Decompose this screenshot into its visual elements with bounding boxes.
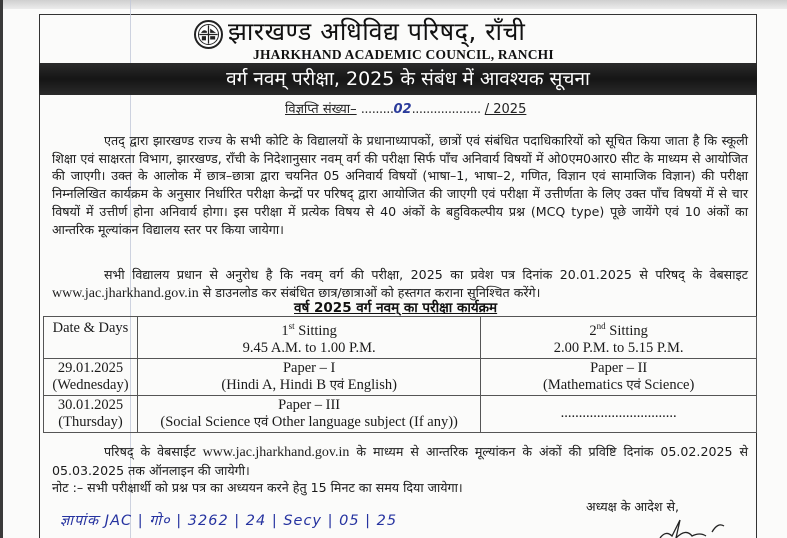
row-day: (Thursday) xyxy=(58,413,123,430)
row-date: 29.01.2025 xyxy=(57,359,124,376)
header-date-days-label: Date & Days xyxy=(52,320,129,337)
sitting-1-number: 1 xyxy=(281,322,289,339)
admit-card-text-2: से डाउनलोड कर संबंधित छात्र/छात्राओं को हस्तगत कराना सुनिश्चित करेंगे। xyxy=(198,284,541,300)
exam-schedule-table xyxy=(43,316,757,433)
paper-subjects-and: एवं xyxy=(329,377,345,393)
header-sitting-1 xyxy=(137,317,480,359)
row-sitting-1-cell xyxy=(137,358,480,395)
paragraph-exam-info: एतद् द्वारा झारखण्ड राज्य के सभी कोटि के विद्यालयों के प्रधानाध्यापकों, छात्रों एवं संबंधित पदाधिकारियों को सूचित किया जाता है कि स्कूली शिक्षा एवं साक्षरता विभाग, झारखण्ड, राँची के निदेशानुसार नवम् वर्ग की परीक्षा सिर्फ पाँच अनिवार्य विषयों में ओ0एम0आर0 सीट के माध्यम से आयोजित की जाएगी। उक्त के आलोक में छात्र–छात्रा द्वारा चयनित 05 अनिवार्य विषयों (भाषा–1, भाषा–2, गणित, विज्ञान एवं सामाजिक विज्ञान) की परीक्षा निम्नलिखित कार्यक्रम के अनुसार निर्धारित परीक्षा केन्द्रों पर परिषद् द्वारा आयोजित की जाएगी एवं परीक्षा में उत्तीर्णता के लिए उक्त पाँच विषयों में से चार विषयों में उत्तीर्ण होना अनिवार्य होगा। इस परीक्षा में प्रत्येक विषय से 40 अंकों के बहुविकल्पीय प्रश्न (MCQ type) पूछे जायेंगे एवं 10 अंकों का आन्तरिक मूल्यांकन विद्यालय स्तर पर किया जायेगा। xyxy=(52,133,748,237)
website-link[interactable]: www.jac.jharkhand.gov.in xyxy=(52,285,199,301)
header-sitting-2 xyxy=(481,317,757,359)
paper-subjects-a: (Hindi A, Hindi B xyxy=(221,376,330,393)
council-name-hindi: झारखण्ड अधिविद्य परिषद्, राँची xyxy=(228,17,526,46)
council-name-english: JHARKHAND ACADEMIC COUNCIL, RANCHI xyxy=(253,47,554,62)
row-sitting-2-cell xyxy=(481,358,757,395)
notice-number-year: / 2025 xyxy=(484,102,527,117)
viewer-top-edge xyxy=(0,0,787,9)
row-sitting-2-cell xyxy=(481,395,757,432)
row-date-cell xyxy=(44,395,138,432)
sitting-1-label: Sitting xyxy=(294,322,337,339)
signature-icon xyxy=(652,518,732,538)
sitting-2-label: Sitting xyxy=(605,322,648,339)
website-link[interactable]: www.jac.jharkhand.gov.in xyxy=(202,445,350,460)
paper-subjects-a: (Social Science xyxy=(160,413,254,430)
paper-name: Paper – II xyxy=(590,359,648,376)
sitting-1-time: 9.45 A.M. to 1.00 P.M. xyxy=(242,339,376,356)
admit-card-text-1: सभी विद्यालय प्रधान से अनुरोध है कि नवम् वर्ग की परीक्षा, 2025 का प्रवेश पत्र दिनांक 20.01.2025 से परिषद् के वेबसाइट xyxy=(104,267,748,282)
notice-title-banner: वर्ग नवम् परीक्षा, 2025 के संबंध में आवश्यक सूचना xyxy=(39,63,757,95)
row-date-cell xyxy=(44,358,138,395)
empty-placeholder: ................................ xyxy=(560,405,677,422)
internal-text-1: परिषद् के वेबसाईट xyxy=(104,444,203,459)
paper-subjects-b: Other language subject (If any)) xyxy=(268,413,458,430)
order-text: अध्यक्ष के आदेश से, xyxy=(586,499,680,514)
memo-number-handwritten: ज्ञापांक JAC | गो० | 3262 | 24 | Secy | 05 | 25 xyxy=(60,513,398,529)
notice-number xyxy=(285,99,526,117)
sitting-2-number: 2 xyxy=(589,322,597,339)
council-emblem-icon xyxy=(194,20,223,49)
row-date: 30.01.2025 xyxy=(57,396,124,413)
notice-number-dots: ......... xyxy=(360,102,394,117)
notice-number-dots: ................... xyxy=(411,102,481,117)
paper-subjects-and: एवं xyxy=(626,377,641,393)
paper-subjects-b: English) xyxy=(344,376,397,393)
internal-text-2: के माध्यम से आन्तरिक मूल्यांकन के अंकों की प्रविष्टि दिनांक 05.02.2025 से 05.03.2025 तक ऑनलाइन की जायेगी। xyxy=(52,444,748,478)
header-date-days xyxy=(44,317,138,359)
paper-subjects-and: एवं xyxy=(253,414,269,430)
paper-name: Paper – III xyxy=(278,396,341,413)
notice-number-value: 02 xyxy=(393,102,412,117)
row-sitting-1-cell xyxy=(137,395,480,432)
schedule-heading: वर्ष 2025 वर्ग नवम् का परीक्षा कार्यक्रम xyxy=(294,300,498,316)
note-text: नोट :– सभी परीक्षार्थी को प्रश्न पत्र का अध्ययन करने हेतु 15 मिनट का समय दिया जायेगा। xyxy=(52,480,463,495)
notice-number-label: विज्ञप्ति संख्या– xyxy=(285,102,357,117)
paragraph-admit-card xyxy=(52,266,748,302)
sitting-2-sup: nd xyxy=(596,321,606,331)
paragraph-internal-assessment xyxy=(52,443,748,479)
paper-name: Paper – I xyxy=(282,359,336,376)
sitting-2-time: 2.00 P.M. to 5.15 P.M. xyxy=(553,339,684,356)
table-row xyxy=(44,358,757,395)
paper-subjects-b: Science) xyxy=(640,376,695,393)
sitting-1-sup: st xyxy=(288,321,295,331)
table-row xyxy=(44,395,757,432)
paper-subjects-a: (Mathematics xyxy=(543,376,627,393)
row-day: (Wednesday) xyxy=(52,376,129,393)
viewer-left-edge xyxy=(0,0,3,538)
table-header-row xyxy=(44,317,757,359)
